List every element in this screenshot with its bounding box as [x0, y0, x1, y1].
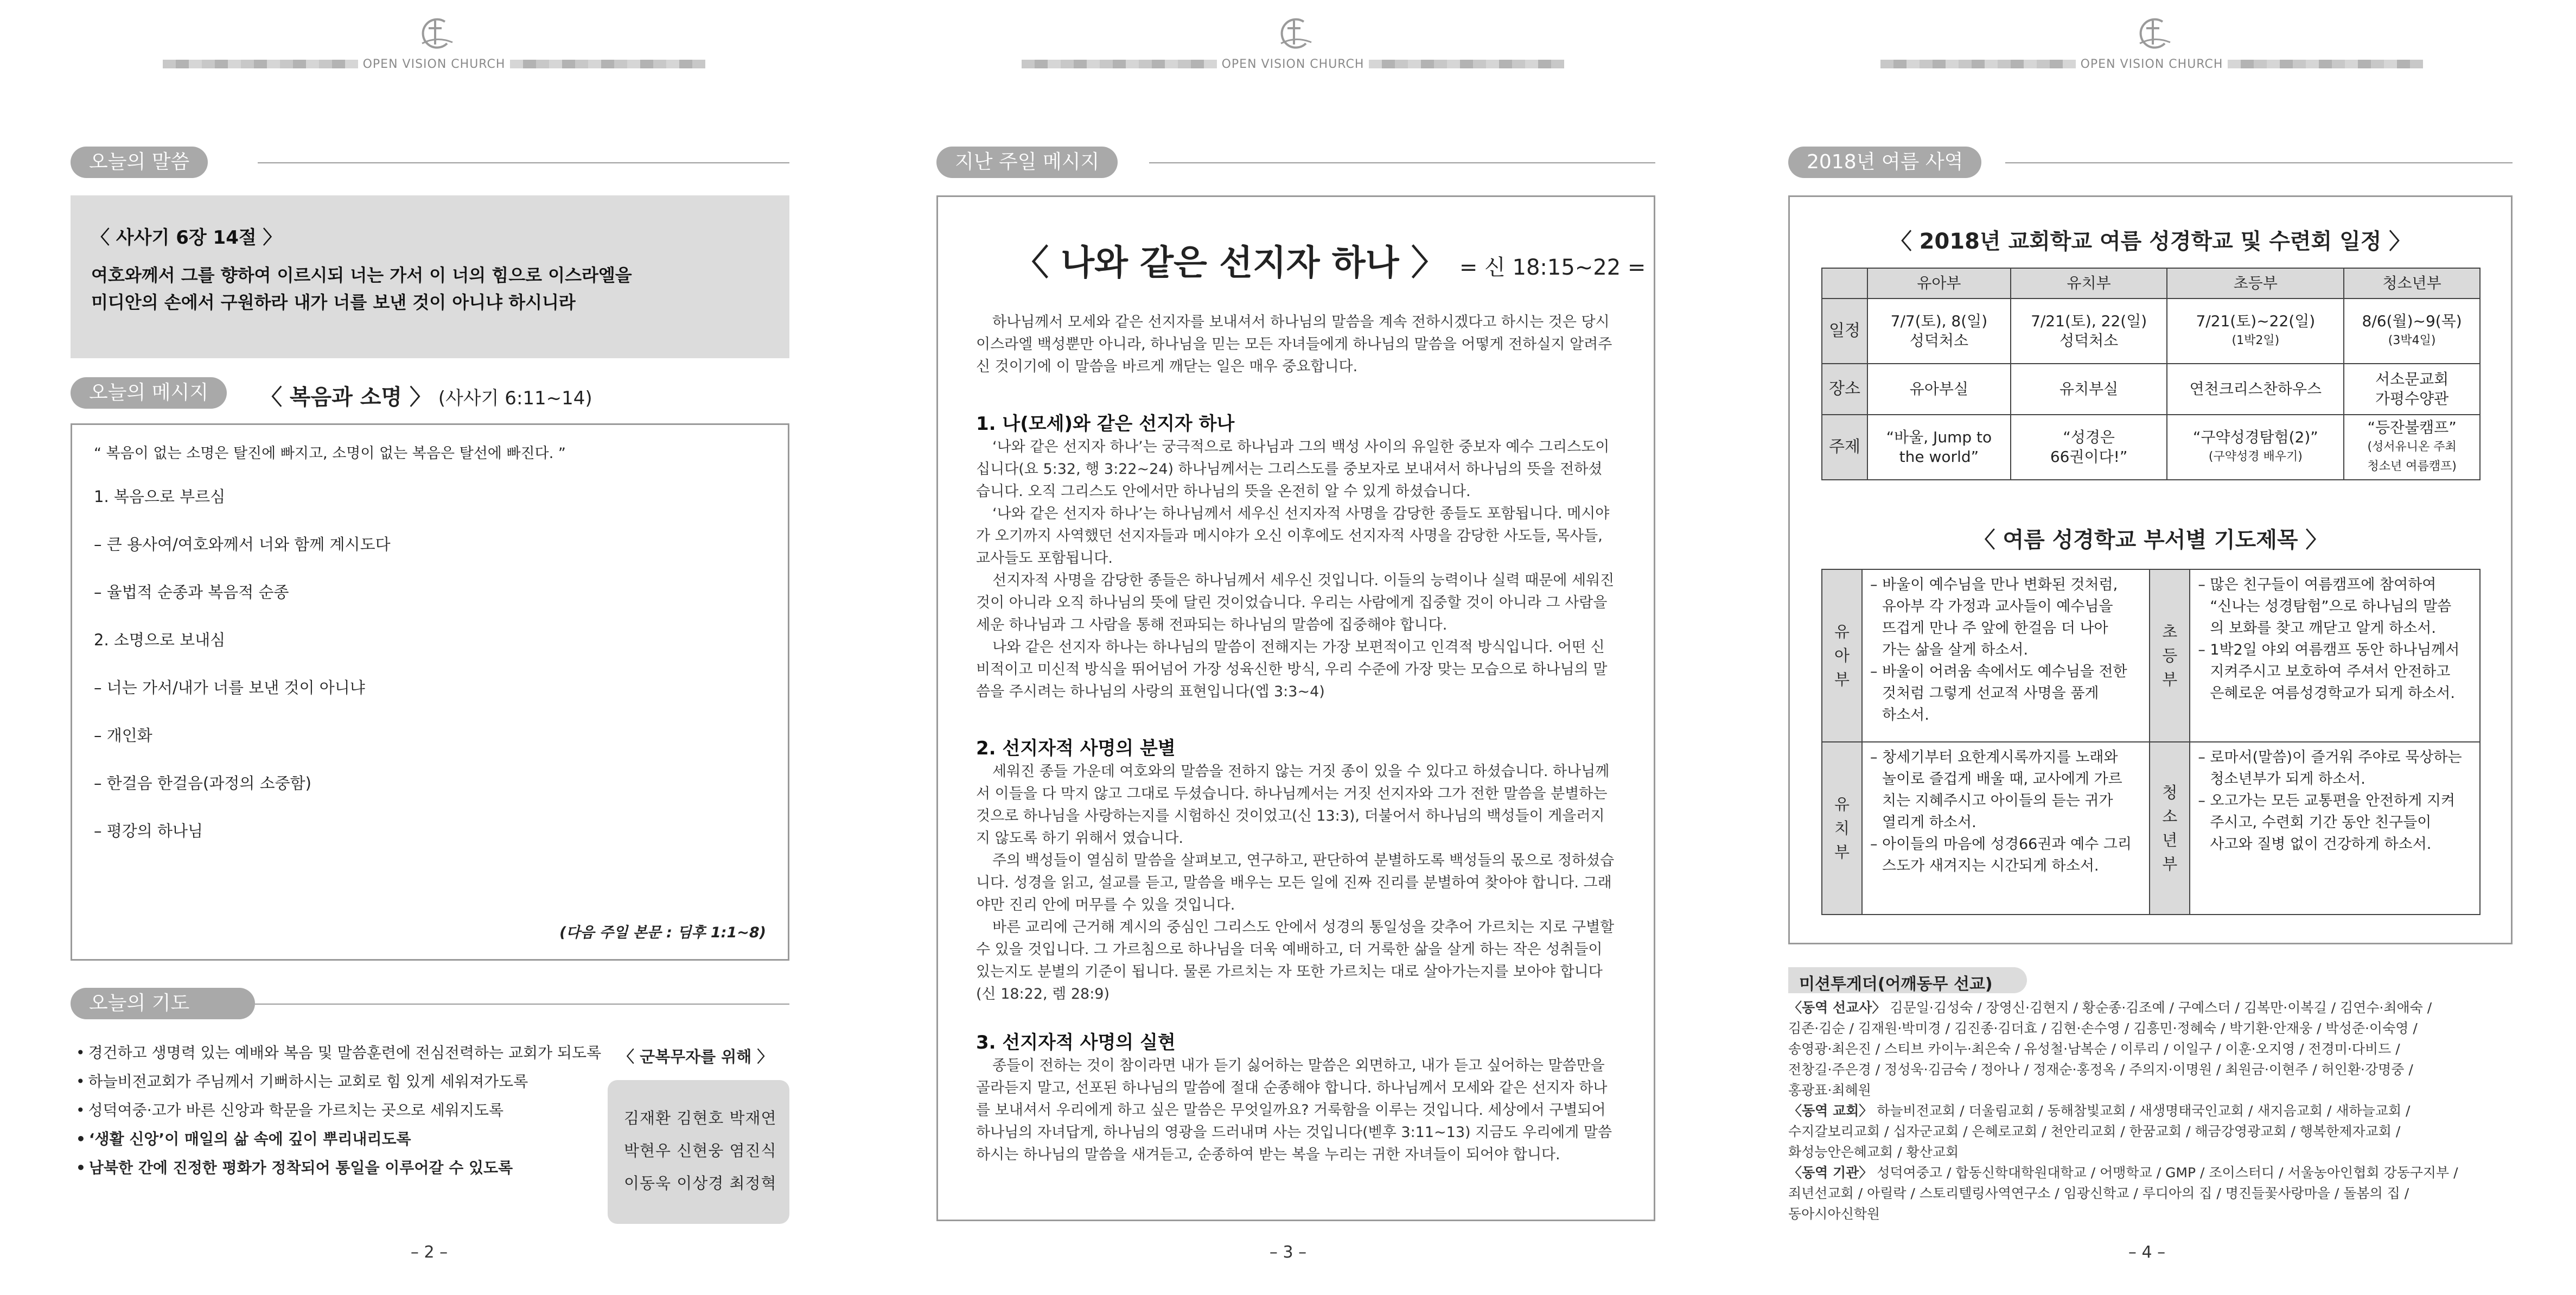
message-title: 〈 복음과 소명 〉: [260, 385, 431, 410]
section-today-prayer: [71, 988, 789, 1019]
sermon-paragraph: ‘나와 같은 선지자 하나’는 하나님께서 세우신 선지자적 사명을 감당한 종들도 포함됩니다. 메시야가 오기까지 사역했던 선지자들과 메시야가 오신 이후에도 선지자적 사명을 감당한 사도들, 목사들, 교사들도 포함됩니다.: [976, 505, 1610, 567]
outline-item: – 율법적 순종과 복음적 순종: [94, 583, 289, 601]
sermon-paragraph: 주의 백성들이 열심히 말씀을 살펴보고, 연구하고, 판단하여 분별하도록 백성들의 몫으로 정하셨습니다. 성경을 읽고, 설교를 듣고, 말씀을 배우는 모든 일에 진짜 진리를 분별하여 찾아야 합니다. 그래야만 진리 안에 머무를 수 있을 것입니다.: [976, 852, 1615, 913]
page-number: – 4 –: [2128, 1243, 2166, 1262]
verse-box: [71, 195, 789, 358]
table-cell: 8/6(월)~9(목) (3박4일): [2344, 299, 2480, 364]
outline-item: 2. 소명으로 보내심: [94, 631, 226, 649]
mission-line: 송영광·최은진 / 스티브 카이누·최은숙 / 유성철·남복순 / 이루리 / 이일구 / 이훈·오지영 / 전경미·다비드 /: [1788, 1041, 2400, 1057]
message-outline: [94, 486, 391, 868]
page-header: [1022, 16, 1564, 76]
mission-line: 수지갈보리교회 / 십자군교회 / 은혜로교회 / 천안리교회 / 한꿈교회 / 해금강영광교회 / 행복한제자교회 /: [1788, 1123, 2401, 1139]
church-name: OPEN VISION CHURCH: [2080, 58, 2223, 71]
row-header: 장소: [1822, 364, 1867, 415]
sermon-title: [1014, 235, 1646, 285]
sermon-paragraph: 선지자적 사명을 감당한 종들은 하나님께서 세우신 것입니다. 이들의 능력이나 실력 때문에 세워진 것이 아니라 오직 하나님의 뜻에 달린 것이었습니다. 우리는 사람에게 집중할 것이 아니라 그 사람을 세운 하나님과 그 사람을 통해 전파되는 하나님의 말씀에 집중해야 합니다.: [976, 572, 1615, 633]
page-header: [163, 16, 705, 76]
military-names-row: 이동욱 이상경 최정혁: [624, 1174, 777, 1192]
prayer-item: • 남북한 간에 진정한 평화가 정착되어 통일을 이루어갈 수 있도록: [76, 1159, 513, 1177]
table-cell: “구약성경탐험(2)” (구약성경 배우기): [2167, 415, 2344, 480]
message-box: [71, 423, 789, 961]
table-cell: “성경은 66권이다!”: [2011, 415, 2167, 480]
prayer-table: [1821, 569, 2481, 915]
sermon-paragraph: 하나님께서 모세와 같은 선지자를 보내셔서 하나님의 말씀을 계속 전하시겠다고 하시는 것은 당시 이스라엘 백성뿐만 아니라, 하나님을 믿는 모든 자녀들에게 하나님의 말씀을 어떻게 전하실지 알려주신 것이기에 이 말씀을 바르게 깨닫는 일은 매우 중요합니다.: [976, 314, 1612, 375]
table-cell: 연천크리스찬하우스: [2167, 364, 2344, 415]
sermon-heading: 3. 선지자적 사명의 실현: [976, 1032, 1176, 1053]
church-name: OPEN VISION CHURCH: [362, 58, 506, 71]
mission-tag-text: 미션투게더(어깨동무 선교): [1799, 975, 1993, 994]
verse-reference: 〈 사사기 6장 14절 〉: [91, 227, 282, 249]
page-number: – 2 –: [410, 1243, 448, 1262]
mission-line: 김존·김순 / 김재원·박미경 / 김진종·김더효 / 김현·손수영 / 김흥민·정혜숙 / 박기환·안재웅 / 박성준·이숙영 /: [1788, 1020, 2418, 1036]
sermon-paragraph: ‘나와 같은 선지자 하나’는 궁극적으로 하나님과 그의 백성 사이의 유일한 중보자 예수 그리스도이십니다(요 5:32, 행 3:22~24) 하나님께서는 그리스도를 중보자로 보내셔서 하나님의 뜻을 전하셨습니다. 오직 그리스도 안에서만 하나님의 뜻을 온전히 알 수 있게 하셨습니다.: [976, 439, 1610, 500]
page-4: [1718, 0, 2576, 1295]
next-week-text: (다음 주일 본문 : 딤후 1:1~8): [559, 924, 766, 941]
church-logo-icon: [1271, 16, 1320, 54]
message-heading: [260, 380, 592, 411]
table-cell: “바울, Jump to the world”: [1867, 415, 2011, 480]
sermon-title-text: 〈 나와 같은 선지자 하나 〉: [1014, 243, 1446, 283]
page-header: [1880, 16, 2423, 76]
military-names-box: [608, 1080, 789, 1224]
mission-line: 〈동역 교회〉 하늘비전교회 / 더울림교회 / 동해참빛교회 / 새생명태국인교회 / 새지음교회 / 새하늘교회 /: [1788, 1103, 2411, 1119]
dept-prayer: – 창세기부터 요한계시록까지를 노래와 놀이로 즐겁게 배울 때, 교사에게 가르 치는 지혜주시고 아이들의 듣는 귀가 열리게 하소서. – 아이들의 마음에 성경66권과 예수 그리 스도가 새겨지는 시간되게 하소서.: [1862, 742, 2150, 915]
dept-prayer: – 많은 친구들이 여름캠프에 참여하여 “신나는 성경탐험”으로 하나님의 말씀 의 보화를 찾고 깨닫고 알게 하소서. – 1박2일 야외 여름캠프 동안 하나님께서 지켜주시고 보호하여 주셔서 안전하고 은혜로운 여름성경학교가 되게 하소서.: [2190, 569, 2480, 742]
table-cell: 유아부실: [1867, 364, 2011, 415]
prayer-list: [76, 1042, 601, 1186]
outline-item: – 큰 용사여/여호와께서 너와 함께 계시도다: [94, 535, 391, 554]
column-header: 청소년부: [2344, 268, 2480, 299]
church-logo-icon: [2130, 16, 2179, 54]
church-logo-icon: [412, 16, 461, 54]
table-row: [1822, 569, 2480, 742]
section-tag: 2018년 여름 사역: [1788, 147, 1981, 178]
schedule-title: 〈 2018년 교회학교 여름 성경학교 및 수련회 일정 〉: [1890, 229, 2411, 254]
military-title: 〈 군복무자를 위해 〉: [619, 1048, 773, 1066]
column-header: 유치부: [2011, 268, 2167, 299]
table-row: [1822, 742, 2480, 915]
table-cell: 7/21(토)~22(일) (1박2일): [2167, 299, 2344, 364]
mission-line: 죄년선교회 / 아릴락 / 스토리텔링사역연구소 / 임광신학교 / 루디아의 집 / 명진들꽃사랑마을 / 돌봄의 집 /: [1788, 1185, 2409, 1201]
mission-line: 홍광표·최혜원: [1788, 1082, 1871, 1098]
sermon-box: [936, 195, 1655, 1221]
message-quote: “ 복음이 없는 소명은 탈진에 빠지고, 소명이 없는 복음은 탈선에 빠진다. ”: [94, 445, 566, 462]
mission-line: 화성능안은혜교회 / 황산교회: [1788, 1144, 1959, 1160]
page-number: – 3 –: [1269, 1243, 1307, 1262]
section-today-message: [71, 377, 255, 409]
outline-item: – 너는 가서/내가 너를 보낸 것이 아니냐: [94, 678, 365, 697]
dept-prayer: – 바울이 예수님을 만나 변화된 것처럼, 유아부 각 가정과 교사들이 예수님을 뜨겁게 만나 주 앞에 한걸음 더 나아 가는 삶을 살게 하소서. – 바울이 어려움 속에서도 예수님을 전한 것처럼 그렇게 선교적 사명을 품게 하소서.: [1862, 569, 2150, 742]
mission-line: 〈동역 기관〉 성덕여중고 / 합동신학대학원대학교 / 어맹학교 / GMP / 조이스터디 / 서울농아인협회 강동구지부 /: [1788, 1165, 2458, 1180]
military-names-row: 박현우 신현웅 염진식: [624, 1141, 777, 1160]
sermon-paragraph: 바른 교리에 근거해 계시의 중심인 그리스도 안에서 성경의 통일성을 갖추어 가르치는 지로 구별할 수 있을 것입니다. 그 가르침으로 하나님을 더욱 예배하고, 더 거룩한 삶을 살게 하는 작은 성취들이 있는지도 분별의 기준이 됩니다. 물론 가르치는 자 또한 가르치는 대로 살아가는지를 보아야 합니다(신 18:22, 렘 28:9): [976, 919, 1615, 1002]
sermon-reference: = 신 18:15~22 =: [1459, 255, 1646, 280]
page-3: [859, 0, 1717, 1295]
table-cell: 7/21(토), 22(일) 성덕처소: [2011, 299, 2167, 364]
row-header: 일정: [1822, 299, 1867, 364]
section-tag: 오늘의 메시지: [71, 377, 227, 409]
schedule-table: [1821, 268, 2481, 480]
dept-prayer: – 로마서(말씀)이 즐거워 주야로 묵상하는 청소년부가 되게 하소서. – 오고가는 모든 교통편을 안전하게 지켜 주시고, 수련회 기간 동안 친구들이 사고와 질병 없이 건강하게 하소서.: [2190, 742, 2480, 915]
sermon-paragraph: 종들이 전하는 것이 참이라면 내가 듣기 싫어하는 말씀은 외면하고, 내가 듣고 싶어하는 말씀만을 골라듣지 말고, 선포된 하나님의 말씀에 절대 순종해야 합니다. 하나님께서 모세와 같은 선지자 하나를 보내셔서 우리에게 하고 싶은 말씀은 무엇일까요? 거룩함을 이루는 것입니다. 세상에서 구별되어 하나님의 자녀답게, 하나님의 영광을 드러내며 사는 것입니다(벧후 3:11~13) 지금도 우리에게 말씀하시는 하나님의 말씀을 새겨듣고, 순종하여 받는 복을 누리는 귀한 자녀들이 되어야 합니다.: [976, 1057, 1612, 1163]
table-row: [1822, 364, 2480, 415]
sermon-heading: 1. 나(모세)와 같은 선지자 하나: [976, 413, 1235, 435]
message-reference: (사사기 6:11~14): [438, 388, 592, 409]
column-header: 초등부: [2167, 268, 2344, 299]
prayer-item: • 하늘비전교회가 주님께서 기뻐하시는 교회로 힘 있게 세워져가도록: [76, 1072, 528, 1090]
section-tag: 오늘의 말씀: [71, 147, 208, 178]
sermon-paragraph: 나와 같은 선지자 하나는 하나님의 말씀이 전해지는 가장 보편적이고 인격적 방식입니다. 어떤 신비적이고 미신적 방식을 뛰어넘어 가장 성육신한 방식, 우리 수준에 가장 맞는 모습으로 하나님의 말씀을 주시려는 하나님의 사랑의 표현입니다(엡 3:3~4): [976, 639, 1608, 700]
prayer-item: • 경건하고 생명력 있는 예배와 복음 및 말씀훈련에 전심전력하는 교회가 되도록: [76, 1044, 602, 1062]
mission-line: 동아시아신학원: [1788, 1206, 1880, 1222]
section-today-word: [71, 147, 789, 178]
verse-text: [91, 262, 769, 316]
table-corner: [1822, 268, 1867, 299]
prayer-title: 〈 여름 성경학교 부서별 기도제목 〉: [1973, 528, 2328, 553]
outline-item: 1. 복음으로 부르심: [94, 487, 226, 506]
section-last-sermon: [936, 147, 1655, 178]
table-cell: 서소문교회 가평수양관: [2344, 364, 2480, 415]
military-names-row: 김재환 김현호 박재연: [624, 1109, 777, 1127]
section-tag: 지난 주일 메시지: [936, 147, 1118, 178]
outline-item: – 개인화: [94, 726, 152, 745]
table-cell: “등잔불캠프” (성서유니온 주최 청소년 여름캠프): [2344, 415, 2480, 480]
table-cell: 유치부실: [2011, 364, 2167, 415]
church-name: OPEN VISION CHURCH: [1221, 58, 1364, 71]
summer-box: [1788, 195, 2513, 944]
dept-label: 청 소 년 부: [2150, 742, 2190, 915]
dept-label: 초 등 부: [2150, 569, 2190, 742]
sermon-paragraph: 세워진 종들 가운데 여호와의 말씀을 전하지 않는 거짓 종이 있을 수 있다고 하셨습니다. 하나님께서 이들을 다 막지 않고 그대로 두셨습니다. 하나님께서는 거짓 선지자와 그가 전한 말씀을 분별하는 것으로 하나님을 사랑하는지를 시험하신 것이었고(신 13:3), 더불어서 하나님의 백성들이 게을러지지 않도록 하기 위해서 였습니다.: [976, 763, 1610, 847]
dept-label: 유 아 부: [1822, 569, 1862, 742]
dept-label: 유 치 부: [1822, 742, 1862, 915]
mission-tag: [1788, 967, 2027, 993]
table-row: [1822, 415, 2480, 480]
column-header: 유아부: [1867, 268, 2011, 299]
outline-item: – 평강의 하나님: [94, 822, 203, 840]
table-cell: 7/7(토), 8(일) 성덕처소: [1867, 299, 2011, 364]
prayer-item: • 성덕여중·고가 바른 신앙과 학문을 가르치는 곳으로 세워지도록: [76, 1101, 504, 1119]
mission-line: 전창길·주은경 / 정성욱·김금숙 / 정아나 / 정재순·홍정옥 / 주의지·이명원 / 최원금·이현주 / 허인환·강명중 /: [1788, 1062, 2413, 1077]
page-2: [0, 0, 858, 1295]
table-row: [1822, 299, 2480, 364]
prayer-item: • ‘생활 신앙’이 매일의 삶 속에 깊이 뿌리내리도록: [76, 1130, 411, 1148]
outline-item: – 한걸음 한걸음(과정의 소중함): [94, 774, 311, 792]
mission-line: 〈동역 선교사〉 김문일·김성숙 / 장영신·김현지 / 황순종·김조예 / 구예스더 / 김복만·이복길 / 김연수·최애숙 /: [1788, 1000, 2432, 1015]
sermon-heading: 2. 선지자적 사명의 분별: [976, 738, 1176, 759]
verse-line: 여호와께서 그를 향하여 이르시되 너는 가서 이 너의 힘으로 이스라엘을: [91, 265, 632, 285]
section-tag: 오늘의 기도: [71, 988, 255, 1019]
row-header: 주제: [1822, 415, 1867, 480]
verse-line: 미디안의 손에서 구원하라 내가 너를 보낸 것이 아니냐 하시니라: [91, 292, 576, 313]
section-summer-ministry: [1788, 147, 2513, 178]
